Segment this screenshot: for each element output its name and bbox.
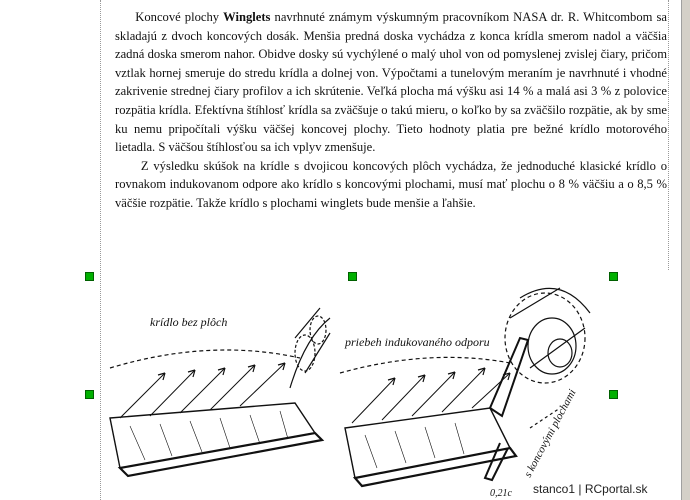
label-chord-fraction: 0,21c <box>490 488 512 499</box>
paragraph-2-text: Z výsledku skúšok na krídle s dvojicou koncových plôch vychádza, že jednoduché klasické krídlo o rovnakom indukovanom odpore ako krídlo s koncovými plochami, musí mať plochu o 8 % väčšiu a o 8,5 % väčšie rozpätie. Takže krídlo s plochami winglets bude menšie a ľahšie. <box>115 158 667 210</box>
label-with-end-plates: s koncovými plochami <box>522 387 579 480</box>
vertical-scrollbar[interactable] <box>681 0 690 500</box>
label-wing-without-plates: krídlo bez plôch <box>150 315 228 329</box>
winglet-figure[interactable] <box>90 278 620 500</box>
winglets-term: Winglets <box>223 10 271 24</box>
watermark: stanco1 | RCportal.sk <box>530 482 651 496</box>
winglet-drawing <box>90 278 620 500</box>
paragraph-1-start: Koncové plochy <box>135 10 224 24</box>
paragraph-2[interactable] <box>115 157 667 213</box>
label-induced-drag: priebeh indukovaného odporu <box>345 335 490 349</box>
document-text[interactable] <box>115 8 667 213</box>
paragraph-1-rest: navrhnuté známym výskumným pracovníkom NASA dr. R. Whitcombom sa skladajú z dvoch koncových dosák. Menšia predná doska vychádza z konca krídla smerom nadol a väčšia zadná doska smerom nahor. Obidve dosky sú vychýlené o malý uhol von od pomyslenej zvislej čiary, pričom vztlak hornej smeruje do stredu krídla a dolnej von. Výpočtami a tunelovým meraním je navrhnuté i vhodné zakrivenie strednej čiary profilov a ich skrútenie. Veľká plocha má výšku asi 14 % a malá asi 3 % z polovice rozpätia krídla. Efektívna štíhlosť krídla sa zväčšuje o takú mieru, o koľko by sa zväčšilo rozpätie, ak by sme ku nemu pripočítali výšku väčšej koncovej plochy. Tieto hodnoty platia pre bežné krídlo motorového lietadla. S väčšou štíhlosťou sa ich vplyv zmenšuje. <box>115 10 667 155</box>
paragraph-1[interactable] <box>115 8 667 157</box>
right-margin-guide <box>668 0 670 270</box>
